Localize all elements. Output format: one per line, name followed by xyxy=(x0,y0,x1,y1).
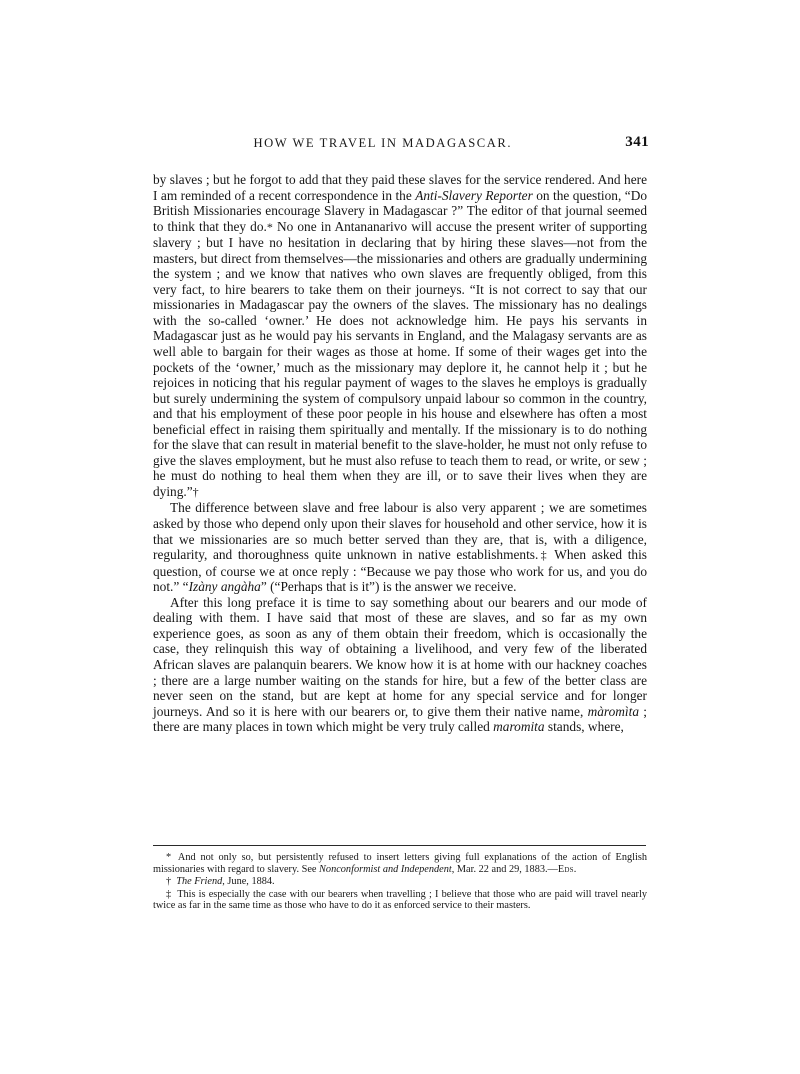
footnote-symbol-fn2: † xyxy=(166,876,172,888)
p1-text-2: on the question, “Do British Missionaries encourage Slavery in Madagascar ?” The editor of that journal seemed to think that they do. xyxy=(153,187,647,234)
p1-footnote-marker-5: † xyxy=(192,484,199,499)
paragraph-p1 xyxy=(153,172,647,500)
body-text xyxy=(153,172,647,735)
p2-text-0: The difference between slave and free labour is also very apparent ; we are sometimes asked by those who depend only upon their slaves for household and other service, how it is that we missionaries are so much better served than they are, that is, with a diligence, regularity, and thoroughness quite unknown in native establishments. xyxy=(153,500,647,563)
p3-italic-3: maromita xyxy=(493,719,545,735)
footnote-fn1 xyxy=(153,852,647,876)
p3-text-4: stands, where, xyxy=(544,719,624,735)
p2-italic-3: Izàny angàha xyxy=(188,579,261,595)
footnote-symbol-fn3: ‡ xyxy=(166,888,172,900)
p2-text-2: When asked this question, of course we at once reply : “Because we pay those who work for us, and you do not.” “ xyxy=(153,547,647,595)
paragraph-p3 xyxy=(153,595,647,735)
footnote-fn3 xyxy=(153,889,647,913)
p1-footnote-marker-3: * xyxy=(266,219,273,234)
footnotes-block xyxy=(153,852,647,913)
running-head-title: HOW WE TRAVEL IN MADAGASCAR. xyxy=(253,136,513,150)
fn1-italic-1: Nonconformist and Independent xyxy=(319,863,452,875)
footnote-symbol-fn1: * xyxy=(166,852,172,863)
footnote-fn2 xyxy=(153,876,647,888)
footnote-separator-rule xyxy=(153,845,646,846)
fn3-text-0: This is especially the case with our bearers when travelling ; I believe that those who are paid will travel nearly twice as far in the same time as those who have to do it as enforced service to their masters. xyxy=(153,888,647,912)
fn1-smallcaps-3: Eds. xyxy=(557,863,577,875)
p3-text-2: ; there are many places in town which might be very truly called xyxy=(153,703,647,735)
fn1-text-0: And not only so, but persistently refused to insert letters giving full explanations of the action of English missionaries with regard to slavery. See xyxy=(153,852,647,875)
fn1-text-2: , Mar. 22 and 29, 1883.— xyxy=(451,863,558,875)
fn2-text-2: , June, 1884. xyxy=(222,876,275,888)
p3-italic-1: màromìta xyxy=(587,703,639,719)
fn2-italic-1: The Friend xyxy=(176,876,223,888)
page-number: 341 xyxy=(625,134,649,150)
p1-italic-1: Anti-Slavery Reporter xyxy=(415,187,533,203)
running-head xyxy=(153,136,647,154)
p3-text-0: After this long preface it is time to say something about our bearers and our mode of dealing with them. I have said that most of these are slaves, and so far as my own experience goes, as soon as any of them obtain their freedom, which is occasionally the case, they relinquish this way of obtaining a livelihood, and very few of the liberated African slaves are palanquin bearers. We know how it is at home with our hackney coaches ; there are a large number waiting on the stands for hire, but a few of the better class are never seen on the stand, but are kept at home for any special service and for longer journeys. And so it is here with our bearers or, to give them their native name, xyxy=(153,594,647,719)
p2-text-4: ” (“Perhaps that is it”) is the answer we receive. xyxy=(260,579,517,595)
p2-footnote-marker-1: ‡ xyxy=(538,548,549,563)
paragraph-p2 xyxy=(153,500,647,594)
p1-text-0: by slaves ; but he forgot to add that they paid these slaves for the service rendered. And here I am reminded of a recent correspondence in the xyxy=(153,172,647,203)
p1-text-4: No one in Antananarivo will accuse the present writer of supporting slavery ; but I have no hesitation in declaring that by hiring these slaves—not from the masters, but direct from themselves—the missionaries and others are gradually undermining the system ; and we know that natives who own slaves are frequently obliged, from this very fact, to hire bearers to take them on their journeys. “It is not correct to say that our missionaries in Madagascar pay the owners of the slaves. The missionary has no dealings with the so-called ‘owner.’ He does not acknowledge him. He pays his servants in Madagascar just as he would pay his servants in England, and the Malagasy servants are as well able to bargain for their wages as those at home. If some of their wages get into the pockets of the ‘owner,’ much as the missionary may deplore it, he cannot help it ; but he rejoices in noticing that his regular payment of wages to the slaves he employs is gradually but surely undermining the system of compulsory unpaid labour so common in the country, and that his employment of these poor people in his house and elsewhere has often a most beneficial effect in raising them spiritually and mentally. If the missionary is to do nothing for the slave that can result in material benefit to the slave-holder, he must not only refuse to give the slaves employment, but he must also refuse to teach them to read, or write, or sew ; he must do nothing to heal them when they are ill, or to save their lives when they are dying.” xyxy=(153,218,647,499)
